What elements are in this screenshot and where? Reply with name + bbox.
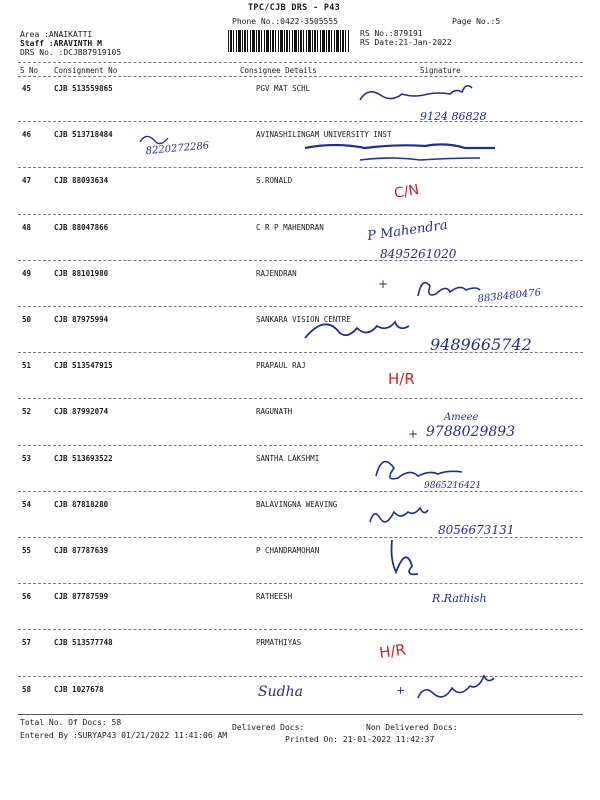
header-divider-bottom xyxy=(18,76,583,77)
signature-45 xyxy=(360,86,472,100)
hw-45-number: 9124 86828 xyxy=(420,110,487,123)
signature-58 xyxy=(418,676,494,698)
col-header-consignee: Consignee Details xyxy=(240,66,317,75)
row-consignment-number: CJB 87787599 xyxy=(54,592,109,601)
row-divider xyxy=(18,398,583,399)
row-serial-number: 56 xyxy=(22,592,32,601)
footer-divider xyxy=(18,714,583,715)
row-divider xyxy=(18,306,583,307)
row-consignment-number: CJB 513547915 xyxy=(54,361,113,370)
row-consignee-name: S.RONALD xyxy=(256,176,293,185)
hw-52-name: Ameee xyxy=(444,412,479,423)
row-serial-number: 54 xyxy=(22,500,32,509)
page-number: Page No.:5 xyxy=(452,17,501,26)
row-consignment-number: CJB 513559865 xyxy=(54,84,113,93)
row-divider xyxy=(18,260,583,261)
row-divider xyxy=(18,583,583,584)
row-consignee-name: RAJENDRAN xyxy=(256,269,297,278)
row-consignment-number: CJB 88101980 xyxy=(54,269,109,278)
row-divider xyxy=(18,121,583,122)
entered-by: Entered By :SURYAP43 01/21/2022 11:41:06 AM xyxy=(20,731,228,740)
row-divider xyxy=(18,676,583,677)
row-serial-number: 48 xyxy=(22,223,32,232)
hw-58-plus: + xyxy=(396,684,406,697)
hw-48-name: P Mahendra xyxy=(366,217,449,244)
row-consignment-number: CJB 88047866 xyxy=(54,223,109,232)
rs-number: RS No.:879191 xyxy=(360,29,423,38)
signature-46-left xyxy=(140,136,168,143)
row-consignment-number: CJB 513718484 xyxy=(54,130,113,139)
signature-49 xyxy=(418,283,480,296)
signature-54 xyxy=(370,508,428,522)
barcode xyxy=(228,30,350,52)
row-serial-number: 46 xyxy=(22,130,32,139)
signature-55 xyxy=(392,540,419,574)
delivered-docs: Delivered Docs: xyxy=(232,723,305,732)
hw-54-number: 8056673131 xyxy=(438,523,515,537)
row-consignee-name: AVINASHILINGAM UNIVERSITY INST xyxy=(256,130,392,139)
hw-49-number: 8838480476 xyxy=(477,287,542,305)
row-serial-number: 50 xyxy=(22,315,32,324)
row-consignee-name: BALAVINGNA WEAVING xyxy=(256,500,338,509)
hw-49-plus: + xyxy=(378,277,389,291)
area-label: Area :ANAIKATTI xyxy=(20,30,93,39)
staff-label: Staff :ARAVINTH M xyxy=(20,39,102,48)
row-divider xyxy=(18,214,583,215)
row-consignee-name: PGV MAT SCHL xyxy=(256,84,311,93)
col-header-signature: Signature xyxy=(420,66,461,75)
hw-52-plus: + xyxy=(408,427,419,441)
row-consignment-number: CJB 513693522 xyxy=(54,454,113,463)
row-divider xyxy=(18,537,583,538)
row-consignee-name: RATHEESH xyxy=(256,592,293,601)
non-delivered-docs: Non Delivered Docs: xyxy=(366,723,458,732)
row-divider xyxy=(18,445,583,446)
row-serial-number: 53 xyxy=(22,454,32,463)
phone-number: Phone No.:0422-3505555 xyxy=(232,17,338,26)
row-divider xyxy=(18,352,583,353)
drs-number: DRS No. :DCJB87919105 xyxy=(20,48,122,57)
col-header-consignment: Consignment No xyxy=(54,66,118,75)
row-serial-number: 51 xyxy=(22,361,32,370)
row-consignee-name: RAGUNATH xyxy=(256,407,293,416)
hw-56-name: R.Rathish xyxy=(432,592,487,605)
row-consignment-number: CJB 513577748 xyxy=(54,638,113,647)
hw-46-left-number: 8220272286 xyxy=(145,140,210,157)
row-serial-number: 55 xyxy=(22,546,32,555)
hw-47-mark: C/N xyxy=(392,181,421,202)
total-docs: Total No. Of Docs: 58 xyxy=(20,718,122,727)
col-header-sno: S No xyxy=(20,66,39,75)
row-consignment-number: CJB 87975994 xyxy=(54,315,109,324)
hw-52-number: 9788029893 xyxy=(426,424,516,440)
row-consignee-name: SANTHA LAKSHMI xyxy=(256,454,320,463)
row-consignment-number: CJB 88093634 xyxy=(54,176,109,185)
printed-on: Printed On: 21-01-2022 11:42:37 xyxy=(285,735,435,744)
hw-58-name: Sudha xyxy=(258,684,303,700)
rs-date: RS Date:21-Jan-2022 xyxy=(360,38,452,47)
row-serial-number: 57 xyxy=(22,638,32,647)
row-consignment-number: CJB 87992074 xyxy=(54,407,109,416)
hw-48-number: 8495261020 xyxy=(380,247,457,261)
row-serial-number: 58 xyxy=(22,685,32,694)
row-consignment-number: CJB 1027678 xyxy=(54,685,104,694)
header-divider-top xyxy=(18,62,583,63)
row-divider xyxy=(18,629,583,630)
row-consignment-number: CJB 87787639 xyxy=(54,546,109,555)
row-consignment-number: CJB 87818280 xyxy=(54,500,109,509)
row-serial-number: 49 xyxy=(22,269,32,278)
hw-51-mark: H/R xyxy=(388,370,415,388)
row-divider xyxy=(18,491,583,492)
row-consignee-name: P CHANDRAMOHAN xyxy=(256,546,320,555)
signature-53 xyxy=(376,462,462,479)
row-serial-number: 47 xyxy=(22,176,32,185)
row-consignee-name: C R P MAHENDRAN xyxy=(256,223,324,232)
row-divider xyxy=(18,167,583,168)
document-title: TPC/CJB DRS - P43 xyxy=(248,3,341,13)
row-consignee-name: SANKARA VISION CENTRE xyxy=(256,315,351,324)
row-consignee-name: PRAPAUL RAJ xyxy=(256,361,306,370)
row-consignee-name: PRMATHIYAS xyxy=(256,638,302,647)
hw-50-number: 9489665742 xyxy=(430,335,532,354)
hw-57-mark: H/R xyxy=(378,640,408,662)
signature-50 xyxy=(305,322,409,338)
signature-46 xyxy=(305,144,495,148)
hw-53-number: 9865216421 xyxy=(424,481,482,491)
row-serial-number: 52 xyxy=(22,407,32,416)
row-serial-number: 45 xyxy=(22,84,32,93)
